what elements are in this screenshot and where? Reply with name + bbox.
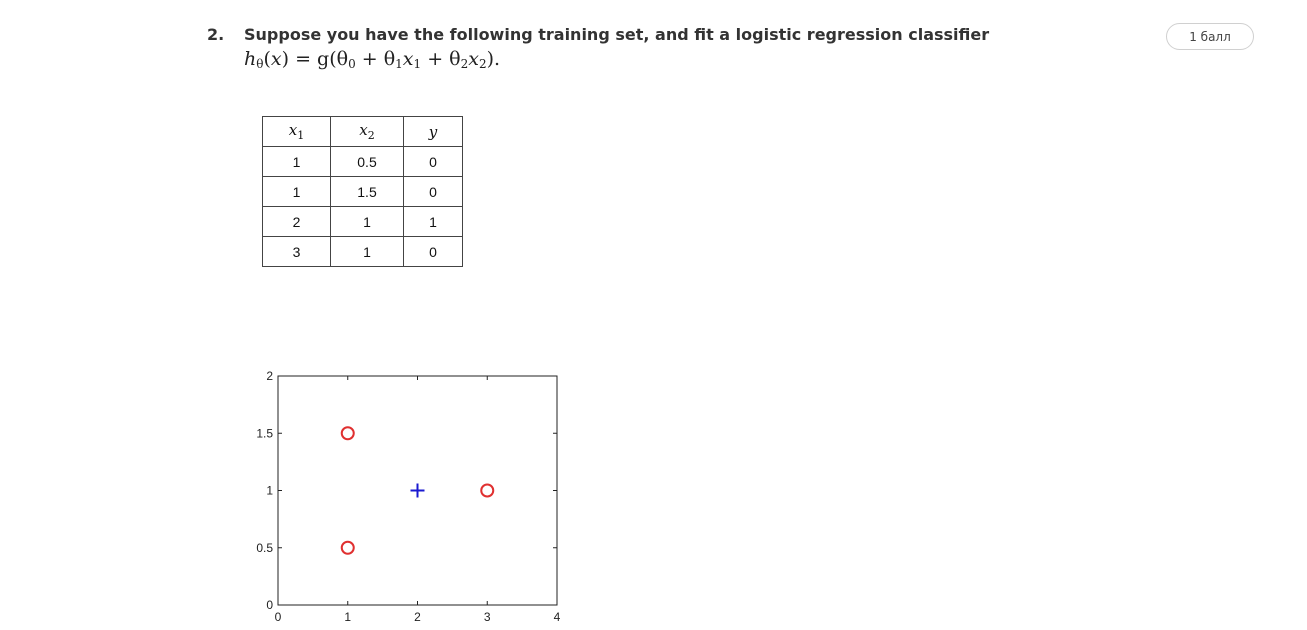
data-point-circle xyxy=(342,427,354,439)
table-row xyxy=(263,177,463,207)
question-text: Suppose you have the following training set, and fit a logistic regression classifier xyxy=(244,25,990,44)
cell-x1: 3 xyxy=(263,237,331,267)
question-number: 2. xyxy=(207,25,225,44)
cell-x1: 1 xyxy=(263,147,331,177)
x-tick-label: 3 xyxy=(483,610,491,624)
scatter-plot xyxy=(240,360,580,630)
cell-y: 0 xyxy=(404,177,463,207)
points-badge: 1 балл xyxy=(1166,23,1254,50)
hypothesis-formula: $h_\theta(x) = g(\theta_0 + \theta_1x_1 + \theta_2x_2)$. xyxy=(244,48,501,71)
y-tick-label: 1.5 xyxy=(256,426,273,441)
y-tick-label: 2 xyxy=(266,369,273,383)
cell-x1: 1 xyxy=(263,177,331,207)
x-tick-label: 2 xyxy=(414,610,421,624)
header-x2: $x_2$ xyxy=(331,117,404,147)
cell-x2: 1 xyxy=(331,207,404,237)
data-point-circle xyxy=(342,542,354,554)
table-row xyxy=(263,207,463,237)
cell-y: 1 xyxy=(404,207,463,237)
table-row xyxy=(263,237,463,267)
y-tick-label: 0 xyxy=(266,598,273,612)
x-tick-label: 0 xyxy=(274,610,282,624)
header-x1: $x_1$ xyxy=(263,117,331,147)
x-tick-label: 4 xyxy=(553,610,561,624)
cell-x2: 0.5 xyxy=(331,147,404,177)
y-tick-label: 1 xyxy=(266,483,273,498)
data-point-circle xyxy=(481,485,493,497)
cell-x2: 1.5 xyxy=(331,177,404,207)
data-point-plus xyxy=(411,484,425,498)
cell-y: 0 xyxy=(404,147,463,177)
x-tick-label: 1 xyxy=(344,610,352,624)
cell-x1: 2 xyxy=(263,207,331,237)
y-tick-label: 0.5 xyxy=(256,540,273,555)
cell-y: 0 xyxy=(404,237,463,267)
training-set-table xyxy=(262,116,463,267)
header-y: y xyxy=(404,117,463,147)
cell-x2: 1 xyxy=(331,237,404,267)
table-row xyxy=(263,147,463,177)
table-header-row xyxy=(263,117,463,147)
